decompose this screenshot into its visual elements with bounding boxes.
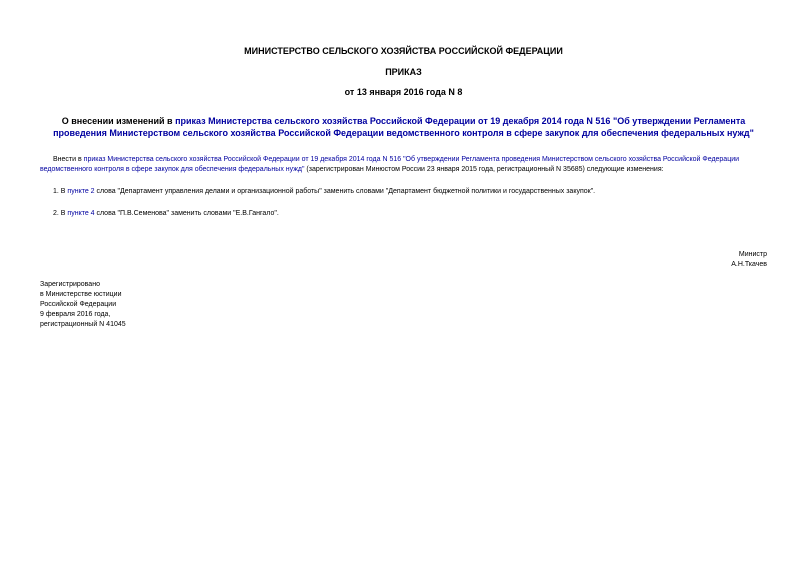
item-suffix: слова "П.В.Семенова" заменить словами "Е.В.Гангало". bbox=[94, 210, 279, 217]
list-item bbox=[53, 209, 768, 219]
document-date: от 13 января 2016 года N 8 bbox=[344, 87, 463, 97]
registration-line: Зарегистрировано bbox=[40, 281, 100, 288]
registration-line: регистрационный N 41045 bbox=[40, 321, 126, 328]
intro-suffix: (зарегистрирован Минюстом России 23 января 2015 года, регистрационный N 35685) следующие изменения: bbox=[304, 166, 664, 173]
item-prefix: 2. В bbox=[53, 210, 68, 217]
heading-prefix: О внесении изменений в bbox=[61, 116, 176, 126]
registration-line: 9 февраля 2016 года, bbox=[40, 311, 111, 318]
item-clause-link[interactable]: пункте 4 bbox=[67, 210, 95, 217]
document-type: ПРИКАЗ bbox=[385, 67, 422, 77]
registration-block bbox=[40, 280, 126, 330]
item-clause-link[interactable]: пункте 2 bbox=[67, 188, 95, 195]
signature-block bbox=[731, 250, 767, 270]
intro-prefix: Внести в bbox=[53, 156, 84, 163]
signature-name: А.Н.Ткачев bbox=[731, 261, 767, 268]
item-suffix: слова "Департамент управления делами и организационной работы" заменить словами "Департамент бюджетной политики и государственных закупок". bbox=[94, 188, 596, 195]
document-heading bbox=[40, 115, 767, 139]
registration-line: в Министерстве юстиции bbox=[40, 291, 122, 298]
intro-paragraph bbox=[40, 155, 771, 175]
registration-line: Российской Федерации bbox=[40, 301, 117, 308]
intro-order-link[interactable]: приказ Министерства сельского хозяйства Российской Федерации от 19 декабря 2014 года N 516 "Об утверждении Регламента проведения Министерством сельского хозяйства Российской Федерации ведомственного контроля в сфере закупок для обеспечения федеральных нужд" bbox=[40, 156, 740, 173]
ministry-title: МИНИСТЕРСТВО СЕЛЬСКОГО ХОЗЯЙСТВА РОССИЙСКОЙ ФЕДЕРАЦИИ bbox=[244, 46, 563, 56]
heading-order-link[interactable]: приказ Министерства сельского хозяйства Российской Федерации от 19 декабря 2014 года N 516 "Об утверждении Регламента проведения Министерством сельского хозяйства Российской Федерации ведомственного контроля в сфере закупок для обеспечения федеральных нужд" bbox=[53, 116, 754, 138]
signature-title: Министр bbox=[738, 251, 767, 258]
item-prefix: 1. В bbox=[53, 188, 68, 195]
list-item bbox=[53, 187, 768, 197]
